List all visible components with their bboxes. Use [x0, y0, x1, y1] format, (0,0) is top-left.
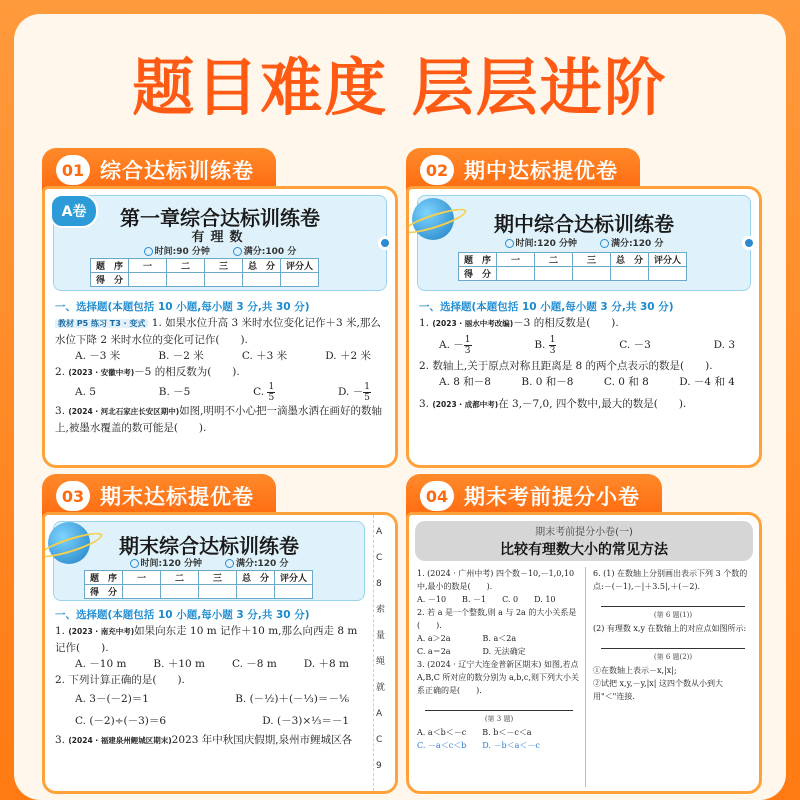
- panel-03: [42, 474, 398, 794]
- page-headline: 题目难度 层层进阶: [132, 51, 668, 124]
- worksheet-preview: [42, 186, 398, 468]
- panel-number: 04: [420, 481, 454, 511]
- bookmark-dot: [742, 236, 756, 250]
- section-heading: 一、选择题(本题包括 10 小题,每小题 3 分,共 30 分): [55, 301, 310, 313]
- worksheet-header: [53, 521, 365, 601]
- worksheet-preview: [406, 512, 762, 794]
- question-1: 1. (2023 · 南充中考)如果向东走 10 m 记作＋10 m,那么向西走 8 m 记作( ).: [55, 625, 358, 654]
- question-2: 2. 下列计算正确的是( ).: [55, 674, 185, 686]
- panel-04: [406, 474, 762, 794]
- score-text: 满分:120 分: [235, 559, 289, 569]
- clock-icon: [144, 247, 153, 256]
- table-cell: 评分人: [649, 253, 687, 267]
- question-2: 2. (2023 · 安徽中考)－5 的相反数为( ).: [55, 366, 240, 378]
- panel-number: 02: [420, 155, 454, 185]
- questions: [419, 299, 751, 413]
- a-paper-badge: A卷: [50, 194, 98, 228]
- score-text: 满分:120 分: [610, 239, 664, 249]
- time-text: 时间:120 分钟: [140, 559, 203, 569]
- check-icon: [225, 559, 234, 568]
- number-line: [601, 639, 745, 649]
- column-divider: [585, 567, 586, 787]
- questions: [55, 299, 387, 436]
- table-cell: 评分人: [275, 571, 313, 585]
- worksheet-header: [417, 195, 751, 291]
- worksheet-title: 第一章综合达标训练卷: [120, 206, 320, 230]
- panel-number: 01: [56, 155, 90, 185]
- panel-label: 期中达标提优卷: [464, 159, 618, 183]
- questions: [55, 607, 365, 749]
- table-cell: 题 序: [459, 253, 497, 267]
- right-column: 6. (1) 在数轴上分别画出表示下列 3 个数的点:－(－1),－|＋3.5|,＋(－2). (第 6 题(1)) (2) 有理数 x,y 在数轴上的对应点如图所示: (第 6 题(2)) ①在数轴上表示－x,|x|; ②试把 x,y,－y,|x| 这四个数从小到大用"＜"连接.: [593, 569, 748, 701]
- worksheet-preview: [406, 186, 762, 468]
- question-3: 3. (2024 · 河北石家庄长安区期中)如图,明明不小心把一滴墨水洒在画好的数轴上,被墨水覆盖的数可能是( ).: [55, 405, 383, 434]
- panel-number: 03: [56, 481, 90, 511]
- table-cell: 得 分: [459, 267, 497, 281]
- worksheet-title: 期末综合达标训练卷: [119, 534, 299, 558]
- question-2-options-row1: A. 3－(－2)＝1 B. (－½)＋(－⅓)＝－⅙: [75, 693, 349, 705]
- panel-02: [406, 148, 762, 468]
- check-icon: [233, 247, 242, 256]
- score-table: [90, 258, 319, 287]
- adjacent-page-strip: A C 8 索 量 绳 就 A C 9: [373, 515, 395, 791]
- table-cell: 总 分: [237, 571, 275, 585]
- panel-label: 期末达标提优卷: [100, 485, 254, 509]
- table-cell: 一: [497, 253, 535, 267]
- worksheet-subtitle: 有理数: [191, 230, 249, 245]
- check-icon: [600, 239, 609, 248]
- table-cell: 三: [199, 571, 237, 585]
- number-line: [601, 597, 745, 607]
- panel-label: 期末考前提分小卷: [464, 485, 640, 509]
- table-cell: 评分人: [281, 259, 319, 273]
- table-cell: 二: [535, 253, 573, 267]
- question-2-options: A. 8 和－8 B. 0 和－8 C. 0 和 8 D. －4 和 4: [439, 376, 735, 388]
- table-cell: 三: [573, 253, 611, 267]
- table-cell: 得 分: [91, 273, 129, 287]
- section-heading: 一、选择题(本题包括 10 小题,每小题 3 分,共 30 分): [55, 609, 310, 621]
- left-column: 1. (2024 · 广州中考) 四个数－10,－1,0,10 中,最小的数是( ). A. －10 B. －1 C. 0 D. 10 2. 若 a 是一个整数,则 a 与 2a 的大小关系是( ). A. a＞2a B. a＜2a C. a＝2a D. 无法确定 3. (2024 · 辽宁大连金普新区期末) 如图,若点 A,B,C 所对应的数分别为 a,b,c,则下列大小关系正确的是( ). (第 3 题) A. a＜b＜－c B. b＜－c＜a C. －a＜c＜b D. －b＜a＜－c: [417, 569, 579, 750]
- table-cell: 总 分: [611, 253, 649, 267]
- score-text: 满分:100 分: [243, 247, 297, 257]
- notch-decoration: [372, 138, 428, 160]
- worksheet-header: [53, 195, 387, 291]
- score-table: [458, 252, 687, 281]
- clock-icon: [505, 239, 514, 248]
- section-heading: 一、选择题(本题包括 10 小题,每小题 3 分,共 30 分): [419, 301, 674, 313]
- source-tag: 教材 P5 练习 T3 · 变式: [55, 319, 148, 328]
- score-table: [84, 570, 313, 599]
- question-1: 1. (2023 · 丽水中考改编)－3 的相反数是( ).: [419, 317, 619, 329]
- clock-icon: [130, 559, 139, 568]
- question-3: 3. (2024 · 福建泉州鲤城区期末)2023 年中秋国庆假期,泉州市鲤城区各: [55, 734, 353, 746]
- worksheet-header: [415, 521, 753, 561]
- question-1-options: A. －10 m B. ＋10 m C. －8 m D. ＋8 m: [75, 658, 349, 670]
- question-1: 教材 P5 练习 T3 · 变式 1. 如果水位升高 3 米时水位变化记作＋3 米,那么水位下降 2 米时水位的变化可记作( ).: [55, 317, 381, 346]
- bookmark-dot: [378, 236, 392, 250]
- question-2: 2. 数轴上,关于原点对称且距离是 8 的两个点表示的数是( ).: [419, 360, 713, 372]
- table-cell: 得 分: [85, 585, 123, 599]
- time-text: 时间:120 分钟: [515, 239, 578, 249]
- question-1-options: A. － 1 3 B. 1 3 C. －3 D. 3: [439, 334, 735, 356]
- number-line: [425, 701, 573, 711]
- table-cell: 二: [161, 571, 199, 585]
- table-cell: 总 分: [243, 259, 281, 273]
- time-score-meta: [54, 244, 386, 257]
- worksheet-title: 期中综合达标训练卷: [494, 212, 674, 236]
- question-2-options-row2: C. (－2)÷(－3)＝6 D. (－3)×⅓＝－1: [75, 715, 349, 727]
- panel-01: [42, 148, 398, 468]
- worksheet-title: 比较有理数大小的常见方法: [500, 542, 668, 558]
- panel-label: 综合达标训练卷: [100, 159, 254, 183]
- question-2-options: A. 5 B. －5 C. 1 5 D. － 1 5: [75, 381, 370, 403]
- worksheet-preview: [42, 512, 398, 794]
- question-1-options: A. －3 米 B. －2 米 C. ＋3 米 D. ＋2 米: [75, 350, 371, 362]
- time-score-meta: [418, 236, 750, 249]
- table-cell: 题 序: [85, 571, 123, 585]
- table-cell: 一: [123, 571, 161, 585]
- worksheet-series: 期末考前提分小卷(一): [535, 527, 633, 538]
- table-cell: 三: [205, 259, 243, 273]
- question-3: 3. (2023 · 成都中考)在 3,－7,0, 四个数中,最大的数是( ).: [419, 398, 687, 410]
- table-cell: 题 序: [91, 259, 129, 273]
- table-cell: 一: [129, 259, 167, 273]
- time-text: 时间:90 分钟: [154, 247, 210, 257]
- time-score-meta: [54, 556, 364, 569]
- table-cell: 二: [167, 259, 205, 273]
